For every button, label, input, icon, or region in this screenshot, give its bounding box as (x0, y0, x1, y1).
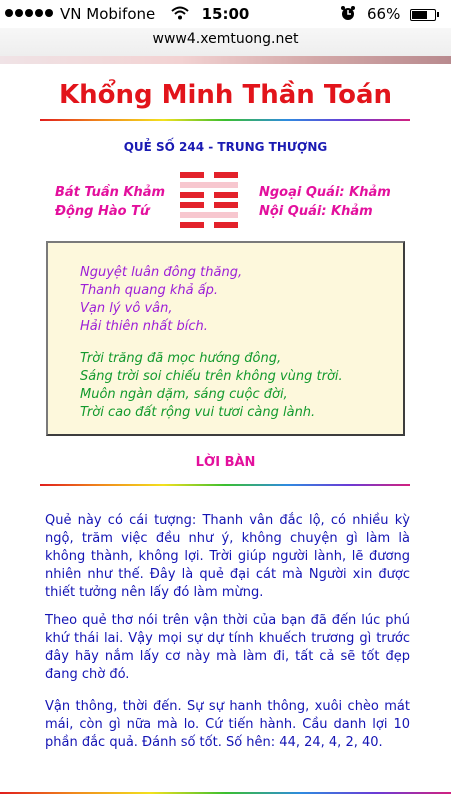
footer-divider (0, 792, 451, 794)
inner-trigram: Nội Quái: Khảm (259, 204, 373, 219)
carrier-name: VN Mobifone (60, 5, 156, 23)
hexagram-line-solid (180, 212, 238, 221)
poem-line: Muôn ngàn dặm, sáng cuộc đời, (80, 387, 288, 402)
poem-line: Sáng trời soi chiếu trên không vùng trời. (80, 369, 343, 384)
hexagram-right-info (259, 183, 391, 221)
commentary-paragraph: Theo quẻ thơ nói trên vận thời của bạn đã đến lúc phú khứ thái lai. Vậy mọi sự dự tính khuếch trương gì trước đây hãy nắm lấy cơ này mà làm đi, tất cả sẽ tốt đẹp đang chờ đó. (45, 613, 410, 682)
poem-line: Thanh quang khả ấp. (80, 283, 219, 298)
commentary-paragraph: Vận thông, thời đến. Sự sự hanh thông, xuôi chèo mát mái, còn gì nữa mà lo. Cứ tiến hành. Cầu danh lợi 10 phần đắc quả. Đánh số tốt. Số hên: 44, 24, 4, 2, 40. (45, 699, 410, 750)
header-banner-strip (0, 56, 451, 64)
battery-cap (437, 12, 439, 17)
address-bar[interactable] (0, 28, 451, 56)
moving-line: Động Hào Tứ (55, 204, 150, 219)
title-divider (40, 119, 410, 121)
hexagram-line-solid (180, 182, 238, 191)
commentary-paragraph: Quẻ này có cái tượng: Thanh vân đắc lộ, có nhiều kỳ ngộ, trăm việc đều như ý, không chuyện gì làm là không thành, không lợi. Trời giúp người lành, lẽ đương nhiên như thế. Đây là quẻ đại cát mà Người xin được thiết tưởng nên lấy đó làm mừng. (45, 513, 410, 600)
poem-box (46, 241, 405, 436)
poem-line: Nguyệt luân đông thăng, (80, 265, 243, 280)
alarm-icon (340, 5, 356, 25)
hexagram-line-broken (180, 172, 238, 181)
commentary-heading: LỜI BÀN (195, 455, 256, 470)
commentary-divider (40, 484, 410, 486)
status-bar (0, 0, 451, 28)
hexagram-line-broken (180, 222, 238, 231)
page-title: Khổng Minh Thần Toán (58, 80, 393, 110)
poem-line: Vạn lý vô vân, (80, 301, 173, 316)
battery-icon (410, 9, 436, 21)
outer-trigram: Ngoại Quái: Khảm (259, 185, 391, 200)
poem-line: Hải thiên nhất bích. (80, 319, 208, 334)
hexagram-line-broken (180, 202, 238, 211)
url-text[interactable]: www4.xemtuong.net (152, 31, 299, 47)
hexagram-number: QUẺ SỐ 244 - TRUNG THƯỢNG (123, 140, 328, 154)
hexagram-name: Bát Tuần Khảm (55, 185, 166, 200)
clock: 15:00 (201, 5, 250, 23)
hexagram-left-info (55, 183, 165, 221)
poem-line: Trời cao đất rộng vui tươi càng lành. (80, 405, 316, 420)
hexagram-line-broken (180, 192, 238, 201)
battery-percentage: 66% (367, 5, 401, 23)
poem-line: Trời trăng đã mọc hướng đông, (80, 351, 282, 366)
